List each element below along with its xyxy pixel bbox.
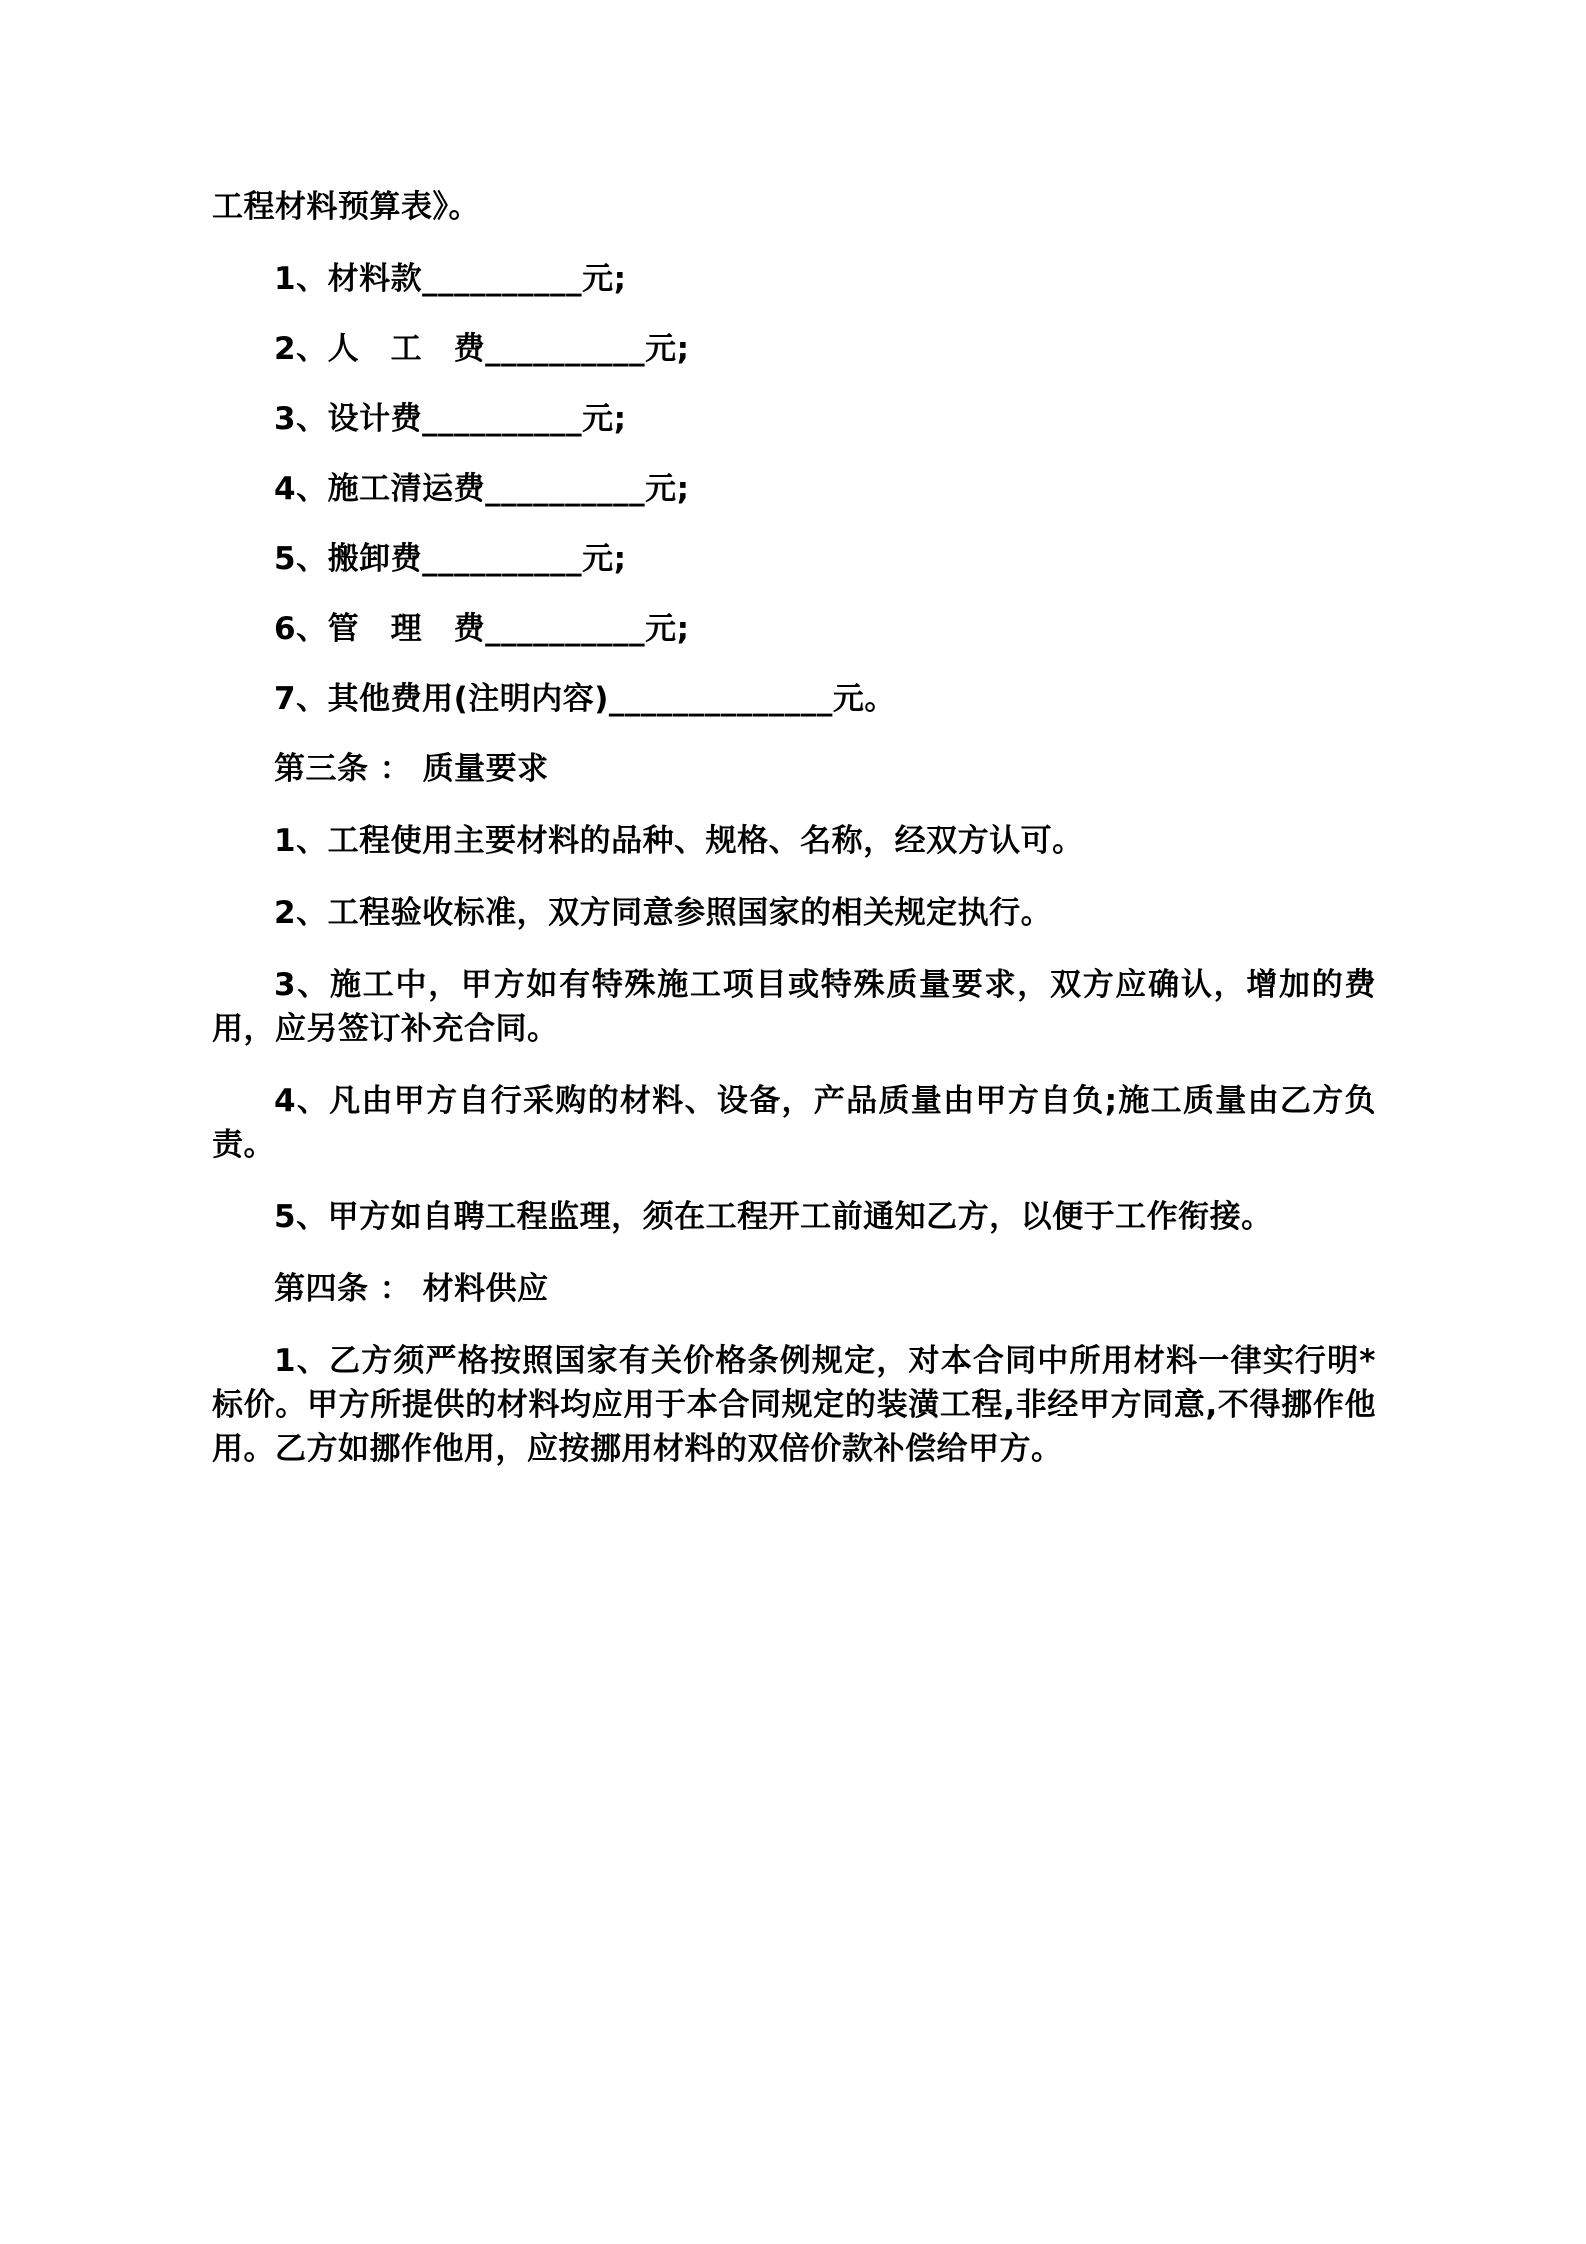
paragraph-article3-item1: 1、工程使用主要材料的品种、规格、名称，经双方认可。 [274, 823, 1084, 859]
paragraph-article3-item2: 2、工程验收标准，双方同意参照国家的相关规定执行。 [274, 895, 1053, 931]
paragraph-cost-item-4: 4、施工清运费__________元; [274, 471, 690, 507]
document-body [212, 185, 1376, 1471]
heading-article-four: 第四条 ： 材料供应 [274, 1271, 549, 1307]
paragraph-article3-item5: 5、甲方如自聘工程监理，须在工程开工前通知乙方，以便于工作衔接。 [274, 1199, 1273, 1235]
paragraph-cost-item-6: 6、管 理 费__________元; [274, 611, 690, 647]
paragraph-cost-item-2: 2、人 工 费__________元; [274, 331, 690, 367]
paragraph-cost-item-5: 5、搬卸费__________元; [274, 541, 627, 577]
heading-article-three: 第三条 ： 质量要求 [274, 751, 549, 787]
paragraph-cost-item-1: 1、材料款__________元; [274, 261, 627, 297]
paragraph-continuation: 工程材料预算表》。 [212, 189, 480, 225]
paragraph-article3-item4: 4、凡由甲方自行采购的材料、设备，产品质量由甲方自负;施工质量由乙方负责。 [212, 1083, 1376, 1163]
paragraph-article3-item3: 3、施工中，甲方如有特殊施工项目或特殊质量要求，双方应确认，增加的费用，应另签订补充合同。 [212, 967, 1376, 1047]
paragraph-article4-item1: 1、乙方须严格按照国家有关价格条例规定，对本合同中所用材料一律实行明*标价。甲方所提供的材料均应用于本合同规定的装潢工程,非经甲方同意,不得挪作他用。乙方如挪作他用，应按挪用材料的双倍价款补偿给甲方。 [212, 1343, 1376, 1467]
paragraph-cost-item-7: 7、其他费用(注明内容)______________元。 [274, 681, 896, 717]
paragraph-cost-item-3: 3、设计费__________元; [274, 401, 627, 437]
